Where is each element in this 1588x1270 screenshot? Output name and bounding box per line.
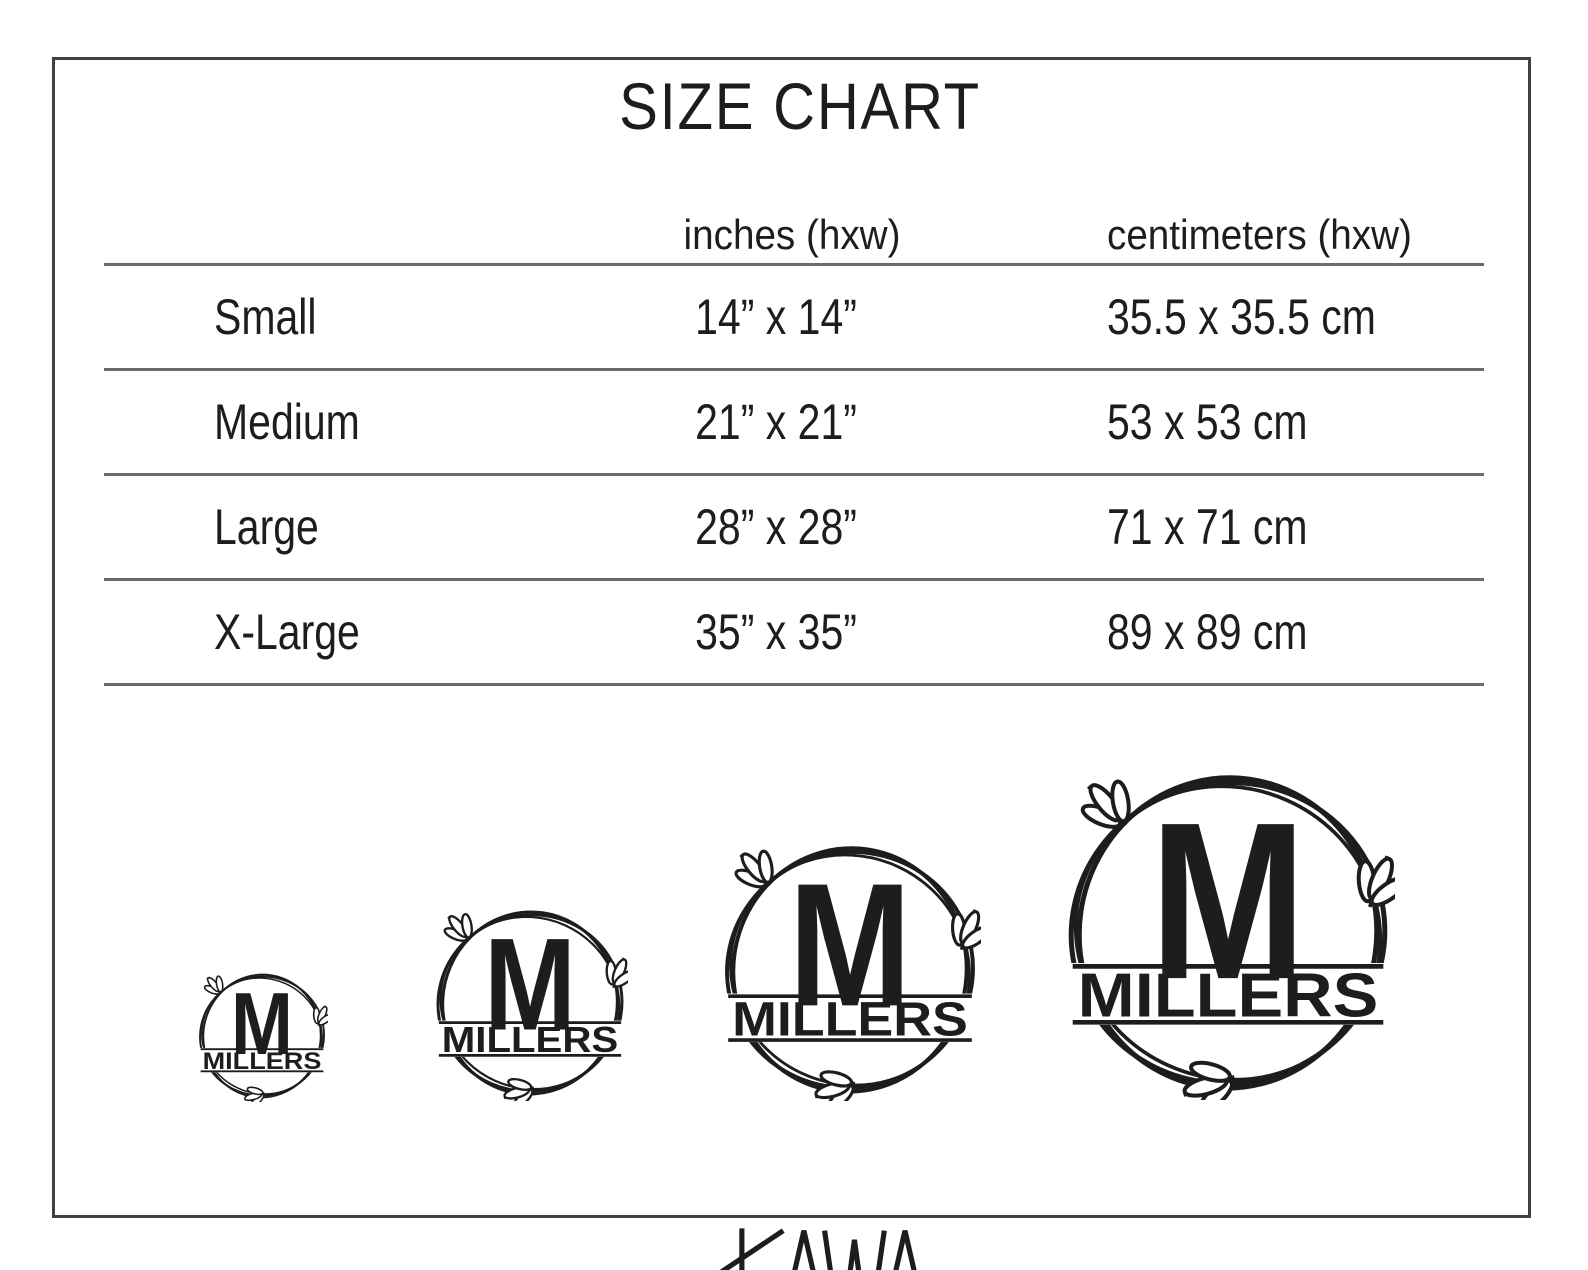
kawa-a1 [779,1231,830,1270]
size-row-label: Small [214,289,317,345]
size-row-centimeters: 53 x 53 cm [1107,394,1308,450]
wreath-monogram-preview-small [196,970,328,1102]
size-row-centimeters: 71 x 71 cm [1107,499,1308,555]
table-rule [104,263,1484,266]
kawa-a2 [880,1231,931,1270]
size-row-label: Medium [214,394,360,450]
size-row-inches: 35” x 35” [695,604,857,660]
column-header-inches: inches (hxw) [683,211,901,258]
table-rule [104,368,1484,371]
column-header-centimeters: centimeters (hxw) [1107,211,1412,258]
size-row-inches: 28” x 28” [695,499,857,555]
wreath-monogram-preview-large [719,839,981,1101]
table-rule [104,473,1484,476]
kawa-k-chevron [714,1231,783,1270]
size-row-label: Large [214,499,319,555]
size-row-inches: 14” x 14” [695,289,857,345]
table-rule [104,578,1484,581]
size-row-centimeters: 89 x 89 cm [1107,604,1308,660]
page-title-text: SIZE CHART [619,69,981,143]
wreath-monogram-preview-xlarge [1061,766,1395,1100]
wreath-monogram-preview-medium [432,905,628,1101]
size-row-centimeters: 35.5 x 35.5 cm [1107,289,1376,345]
brand-logo-kawa [712,1226,936,1270]
kawa-w [825,1231,885,1270]
size-row-inches: 21” x 21” [695,394,857,450]
page-title [594,70,1005,142]
size-row-label: X-Large [214,604,360,660]
table-rule [104,683,1484,686]
